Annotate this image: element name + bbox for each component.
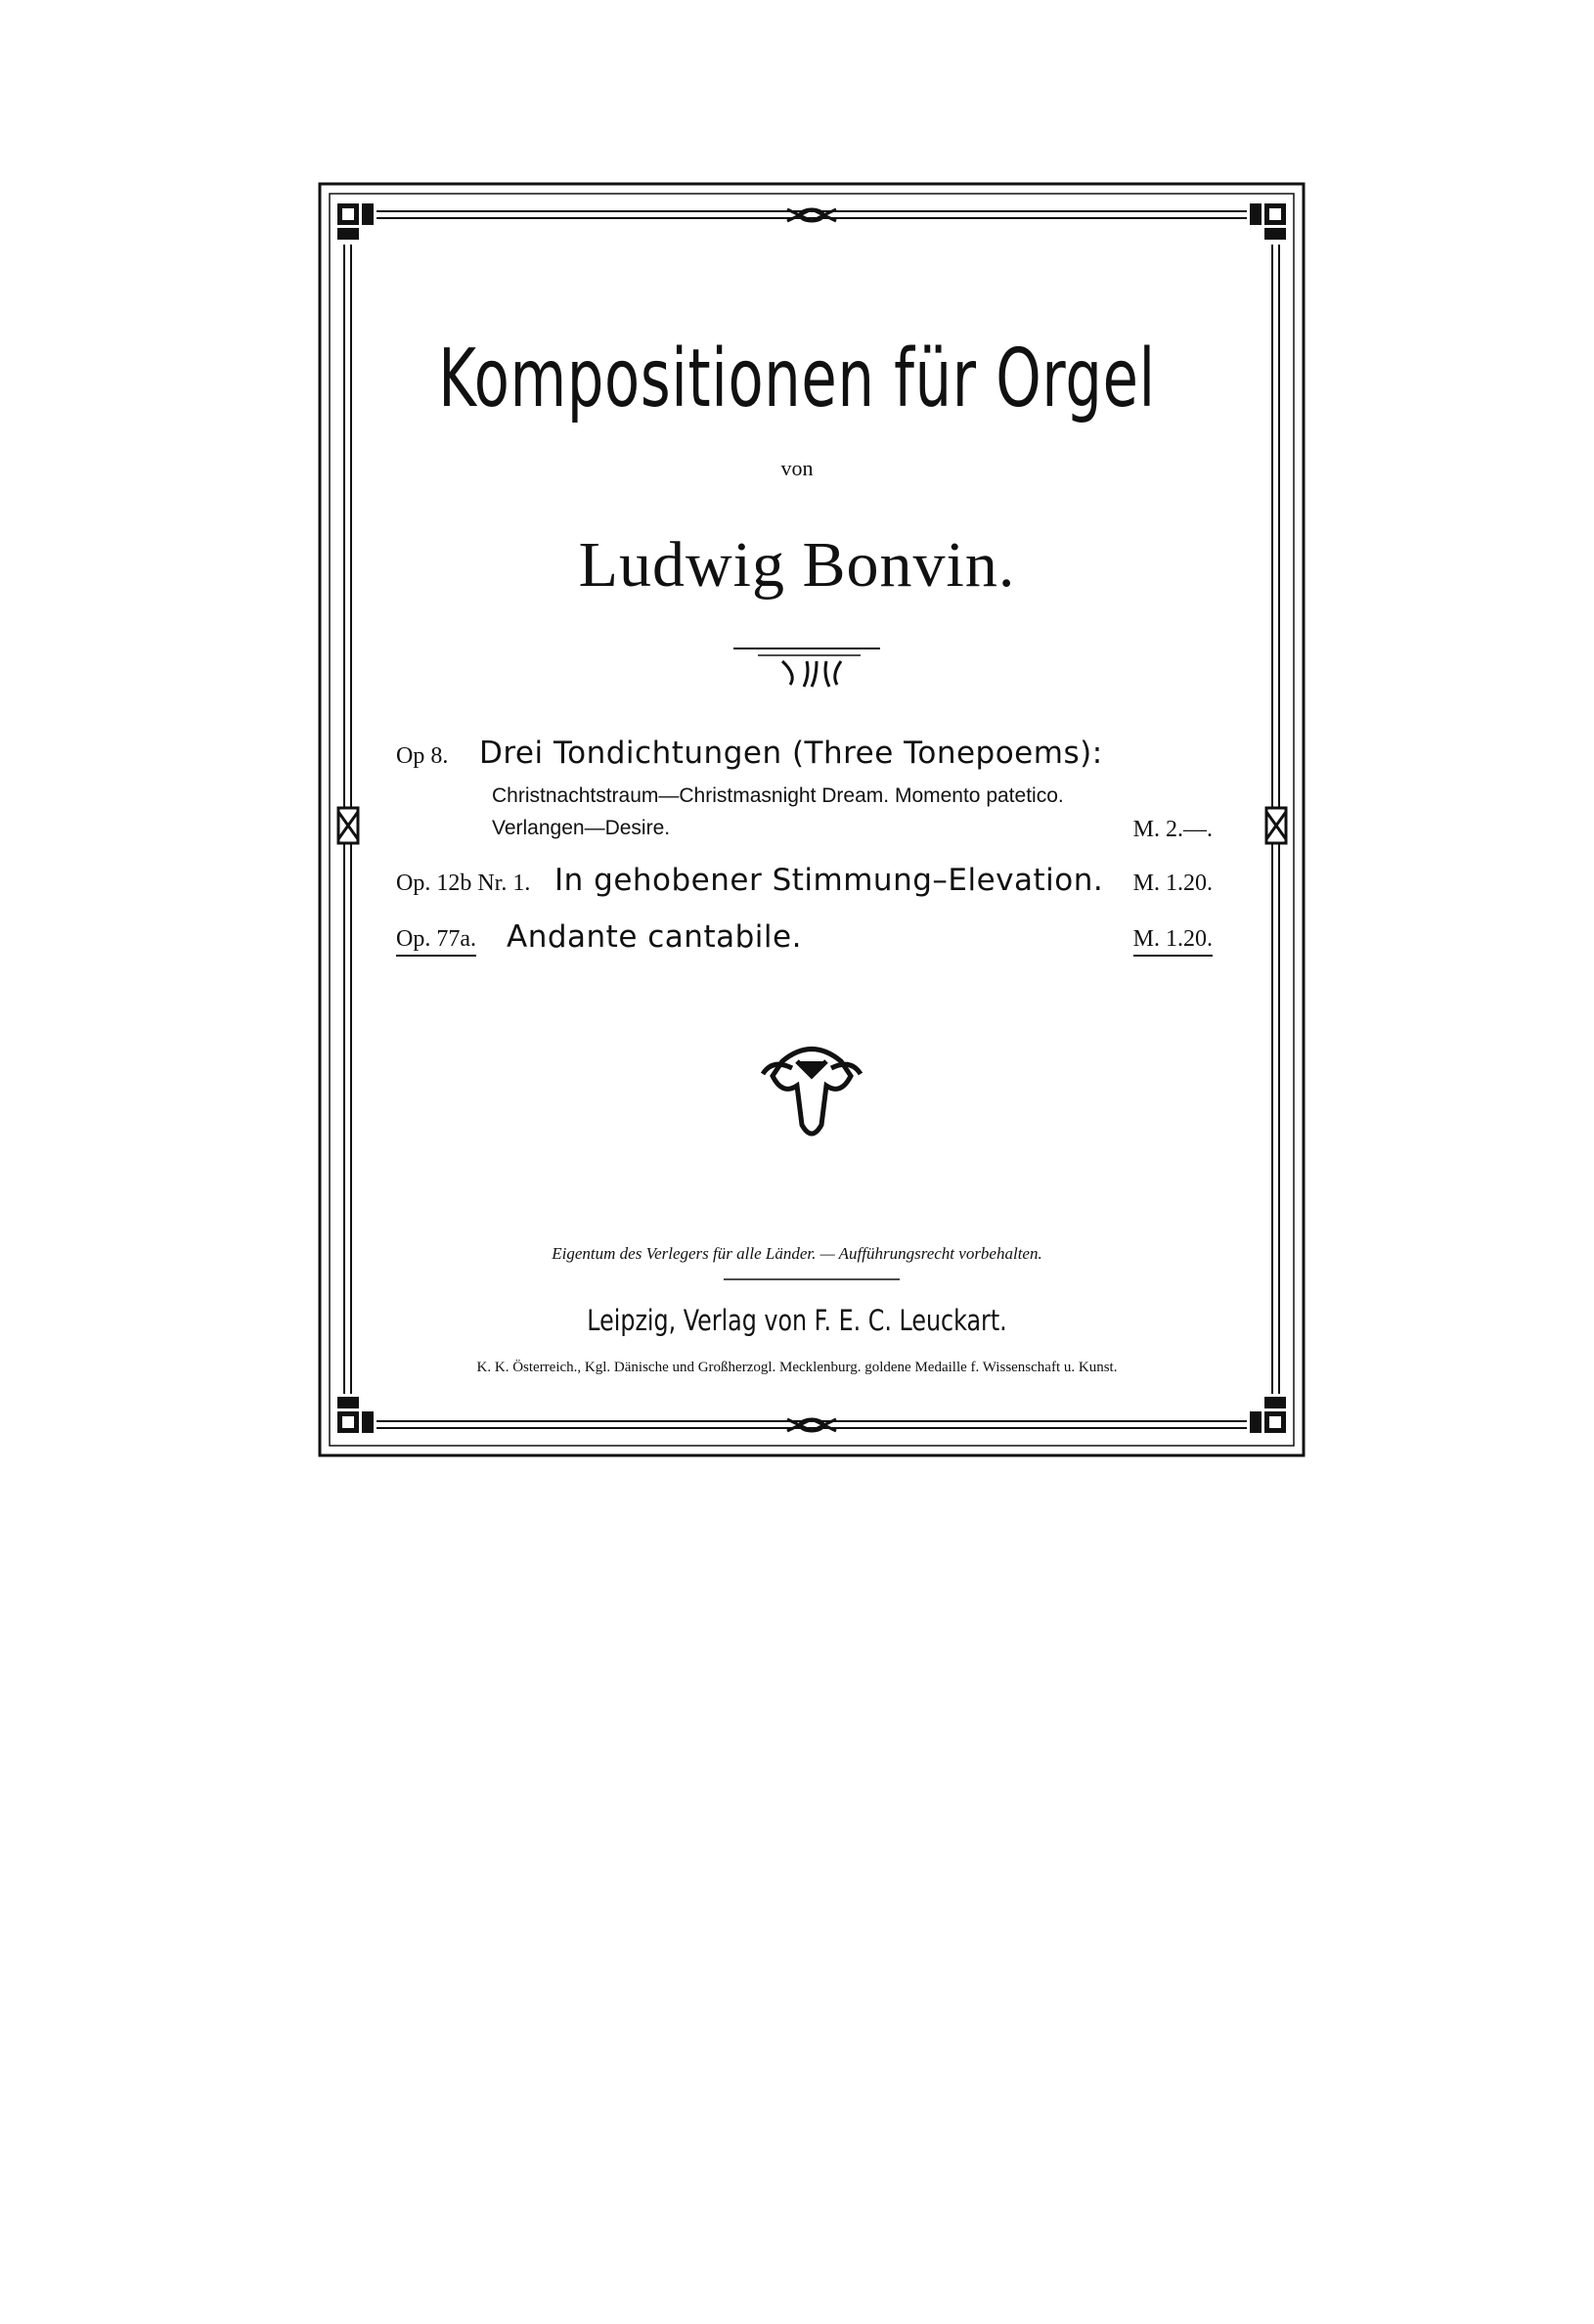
- work-2-price: M. 1.20.: [1132, 871, 1213, 896]
- work-2-opus: Op. 12b Nr. 1.: [396, 871, 531, 896]
- work-2-title: In gehobener Stimmung–Elevation.: [554, 863, 1104, 898]
- work-1-subtitle-line1: Christnachtstraum—Christmasnight Dream. Momento patetico.: [492, 784, 1064, 807]
- work-3-opus: Op. 77a.: [396, 926, 476, 953]
- corner-ornament-bottom-right: [1250, 1397, 1286, 1433]
- work-1-opus: Op 8.: [396, 743, 449, 769]
- work-1-title: Drei Tondichtungen (Three Tonepoems):: [479, 736, 1103, 771]
- composer-name: Ludwig Bonvin.: [578, 529, 1016, 601]
- rights-notice: Eigentum des Verlegers für alle Länder. — Aufführungsrecht vorbehalten.: [552, 1244, 1042, 1263]
- work-1-price: M. 2.—.: [1132, 817, 1213, 842]
- work-3-title: Andante cantabile.: [507, 919, 802, 955]
- knot-ornament-right: [1266, 808, 1286, 843]
- work-3-price: M. 1.20.: [1105, 926, 1213, 953]
- by-label: von: [780, 456, 814, 480]
- corner-ornament-top-right: [1250, 203, 1286, 240]
- privileges-line: K. K. Österreich., Kgl. Dänische und Großherzogl. Mecklenburg. goldene Medaille f. Wissenschaft u. Kunst.: [476, 1360, 1118, 1375]
- corner-ornament-top-left: [337, 203, 374, 240]
- publisher-line: Leipzig, Verlag von F. E. C. Leuckart.: [587, 1304, 1007, 1337]
- emblem-ornament: [763, 1050, 861, 1135]
- knot-ornament-left: [338, 808, 358, 843]
- corner-ornament-bottom-left: [337, 1397, 374, 1433]
- work-1-subtitle-line2: Verlangen—Desire.: [492, 817, 671, 839]
- page-title: Kompositionen für Orgel: [438, 333, 1156, 425]
- divider-ornament: [733, 648, 880, 687]
